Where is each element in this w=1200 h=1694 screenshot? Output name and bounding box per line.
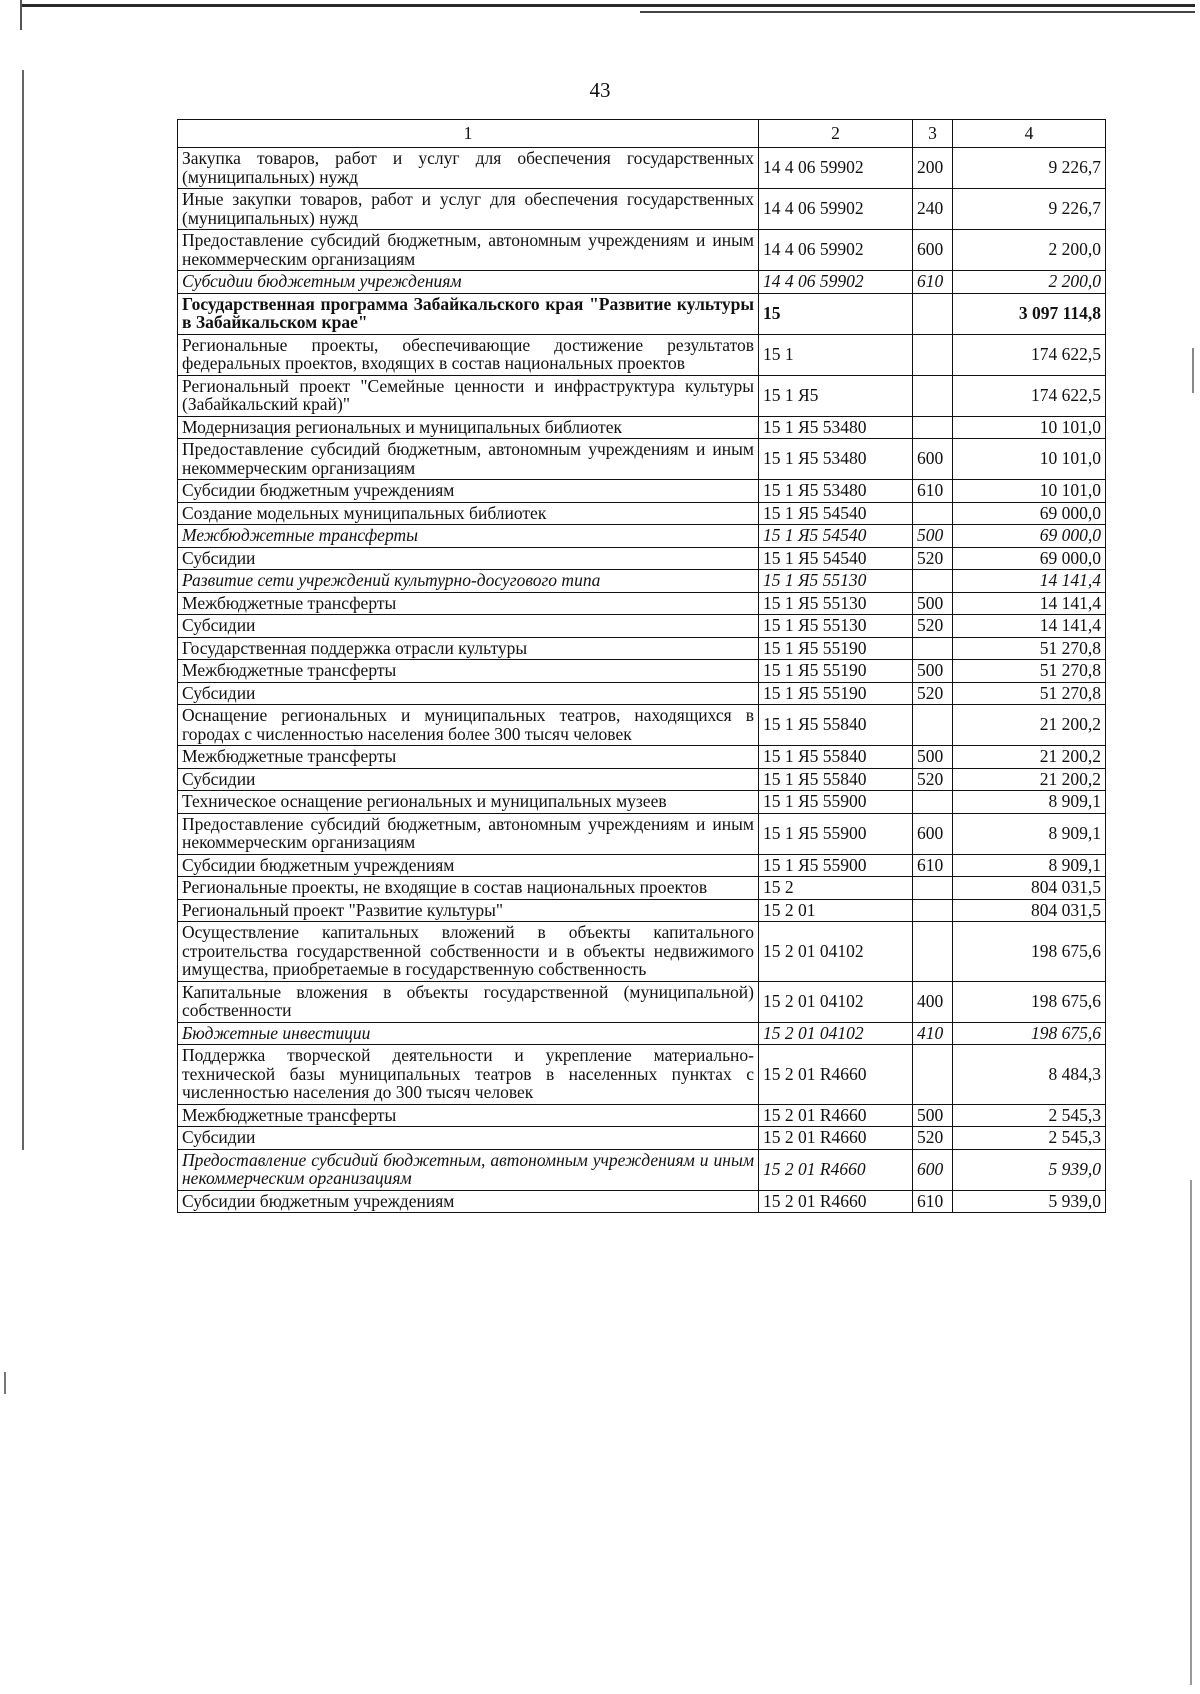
row-name: Субсидии бюджетным учреждениям	[178, 854, 759, 877]
row-code: 15 1 Я5	[759, 375, 913, 416]
table-row	[178, 705, 1106, 746]
row-name: Региональные проекты, обеспечивающие достижение результатов федеральных проектов, входящих в состав национальных проектов	[178, 334, 759, 375]
row-expense-type: 600	[913, 230, 953, 271]
budget-table	[177, 119, 1106, 1213]
column-header-amount: 4	[953, 120, 1106, 148]
row-amount: 69 000,0	[953, 525, 1106, 548]
table-row	[178, 1127, 1106, 1150]
row-name: Капитальные вложения в объекты государственной (муниципальной) собственности	[178, 981, 759, 1022]
row-amount: 10 101,0	[953, 480, 1106, 503]
row-code: 15 1 Я5 53480	[759, 416, 913, 439]
row-expense-type	[913, 293, 953, 334]
row-amount: 2 545,3	[953, 1127, 1106, 1150]
row-amount: 51 270,8	[953, 682, 1106, 705]
row-code: 15 2 01 R4660	[759, 1127, 913, 1150]
row-expense-type	[913, 375, 953, 416]
row-name: Субсидии бюджетным учреждениям	[178, 1190, 759, 1213]
row-name: Межбюджетные трансферты	[178, 660, 759, 683]
table-row	[178, 525, 1106, 548]
row-amount: 10 101,0	[953, 416, 1106, 439]
row-code: 15 1 Я5 55900	[759, 813, 913, 854]
scan-edge-top-inner	[640, 11, 1195, 13]
row-amount: 9 226,7	[953, 189, 1106, 230]
row-expense-type: 500	[913, 660, 953, 683]
table-row	[178, 791, 1106, 814]
row-name: Осуществление капитальных вложений в объекты капитального строительства государственной собственности и в объекты недвижимого имущества, приобретаемые в государственную собственность	[178, 922, 759, 982]
row-expense-type: 610	[913, 271, 953, 294]
row-expense-type	[913, 416, 953, 439]
row-code: 15 1 Я5 55190	[759, 682, 913, 705]
row-name: Региональный проект "Семейные ценности и инфраструктура культуры (Забайкальский край)"	[178, 375, 759, 416]
row-expense-type: 500	[913, 592, 953, 615]
row-name: Межбюджетные трансферты	[178, 746, 759, 769]
row-expense-type: 520	[913, 615, 953, 638]
row-expense-type: 610	[913, 1190, 953, 1213]
column-header-type: 3	[913, 120, 953, 148]
row-amount: 8 909,1	[953, 813, 1106, 854]
row-name: Поддержка творческой деятельности и укрепление материально-технической базы муниципальных театров в населенных пунктах с численностью населения до 300 тысяч человек	[178, 1045, 759, 1105]
row-amount: 198 675,6	[953, 1022, 1106, 1045]
table-row	[178, 813, 1106, 854]
table-row	[178, 899, 1106, 922]
table-row	[178, 502, 1106, 525]
scan-edge-left-inner	[22, 70, 24, 1150]
table-row	[178, 1190, 1106, 1213]
row-amount: 21 200,2	[953, 705, 1106, 746]
table-row	[178, 1104, 1106, 1127]
table-row	[178, 416, 1106, 439]
row-name: Субсидии	[178, 1127, 759, 1150]
row-expense-type: 600	[913, 439, 953, 480]
row-amount: 198 675,6	[953, 981, 1106, 1022]
row-name: Предоставление субсидий бюджетным, автономным учреждениям и иным некоммерческим организациям	[178, 439, 759, 480]
table-row	[178, 547, 1106, 570]
row-expense-type: 500	[913, 746, 953, 769]
table-row	[178, 768, 1106, 791]
table-row	[178, 637, 1106, 660]
row-code: 15 2 01 04102	[759, 922, 913, 982]
row-expense-type: 200	[913, 148, 953, 189]
table-row	[178, 189, 1106, 230]
table-row	[178, 293, 1106, 334]
row-code: 15 1 Я5 55840	[759, 705, 913, 746]
row-amount: 10 101,0	[953, 439, 1106, 480]
row-name: Межбюджетные трансферты	[178, 1104, 759, 1127]
row-name: Иные закупки товаров, работ и услуг для обеспечения государственных (муниципальных) нужд	[178, 189, 759, 230]
row-code: 15 2 01 04102	[759, 981, 913, 1022]
row-amount: 804 031,5	[953, 877, 1106, 900]
row-amount: 174 622,5	[953, 375, 1106, 416]
row-code: 15 1 Я5 53480	[759, 439, 913, 480]
row-expense-type: 610	[913, 480, 953, 503]
page-number: 43	[589, 78, 611, 102]
row-expense-type: 240	[913, 189, 953, 230]
row-amount: 174 622,5	[953, 334, 1106, 375]
row-name: Государственная поддержка отрасли культуры	[178, 637, 759, 660]
table-row	[178, 615, 1106, 638]
row-expense-type: 500	[913, 525, 953, 548]
row-code: 14 4 06 59902	[759, 148, 913, 189]
row-expense-type	[913, 1045, 953, 1105]
table-row	[178, 981, 1106, 1022]
row-code: 15 2 01 R4660	[759, 1190, 913, 1213]
table-row	[178, 746, 1106, 769]
row-name: Межбюджетные трансферты	[178, 592, 759, 615]
row-amount: 21 200,2	[953, 768, 1106, 791]
table-row	[178, 480, 1106, 503]
row-expense-type: 410	[913, 1022, 953, 1045]
row-code: 15 2 01 04102	[759, 1022, 913, 1045]
row-name: Закупка товаров, работ и услуг для обеспечения государственных (муниципальных) нужд	[178, 148, 759, 189]
table-row	[178, 1022, 1106, 1045]
table-row	[178, 1045, 1106, 1105]
row-code: 15 1 Я5 53480	[759, 480, 913, 503]
table-row	[178, 439, 1106, 480]
row-code: 15	[759, 293, 913, 334]
table-row	[178, 922, 1106, 982]
row-name: Создание модельных муниципальных библиотек	[178, 502, 759, 525]
row-name: Субсидии	[178, 682, 759, 705]
row-code: 14 4 06 59902	[759, 189, 913, 230]
row-expense-type	[913, 899, 953, 922]
row-expense-type	[913, 637, 953, 660]
table-row	[178, 592, 1106, 615]
row-code: 15 2	[759, 877, 913, 900]
row-code: 14 4 06 59902	[759, 230, 913, 271]
table-body	[178, 148, 1106, 1213]
row-amount: 3 097 114,8	[953, 293, 1106, 334]
row-expense-type	[913, 705, 953, 746]
row-code: 15 1 Я5 55190	[759, 660, 913, 683]
row-code: 15 1 Я5 54540	[759, 547, 913, 570]
row-name: Субсидии	[178, 615, 759, 638]
table-row	[178, 334, 1106, 375]
row-name: Предоставление субсидий бюджетным, автономным учреждениям и иным некоммерческим организациям	[178, 813, 759, 854]
row-amount: 69 000,0	[953, 547, 1106, 570]
row-name: Предоставление субсидий бюджетным, автономным учреждениям и иным некоммерческим организациям	[178, 230, 759, 271]
row-expense-type: 600	[913, 1149, 953, 1190]
table-row	[178, 682, 1106, 705]
row-amount: 51 270,8	[953, 660, 1106, 683]
table-row	[178, 877, 1106, 900]
table-row	[178, 375, 1106, 416]
row-code: 15 1 Я5 54540	[759, 502, 913, 525]
column-header-name: 1	[178, 120, 759, 148]
row-amount: 8 909,1	[953, 854, 1106, 877]
row-amount: 198 675,6	[953, 922, 1106, 982]
row-code: 15 1	[759, 334, 913, 375]
row-code: 15 1 Я5 55190	[759, 637, 913, 660]
row-name: Техническое оснащение региональных и муниципальных музеев	[178, 791, 759, 814]
table-row	[178, 230, 1106, 271]
row-expense-type	[913, 502, 953, 525]
row-code: 15 2 01 R4660	[759, 1104, 913, 1127]
table-row	[178, 148, 1106, 189]
row-amount: 21 200,2	[953, 746, 1106, 769]
row-amount: 9 226,7	[953, 148, 1106, 189]
row-amount: 8 484,3	[953, 1045, 1106, 1105]
row-name: Субсидии бюджетным учреждениям	[178, 271, 759, 294]
row-code: 15 1 Я5 55840	[759, 768, 913, 791]
row-expense-type	[913, 334, 953, 375]
row-amount: 2 200,0	[953, 271, 1106, 294]
row-amount: 5 939,0	[953, 1149, 1106, 1190]
scan-mark-left	[4, 1372, 6, 1394]
row-amount: 2 545,3	[953, 1104, 1106, 1127]
table-row	[178, 570, 1106, 593]
row-name: Модернизация региональных и муниципальных библиотек	[178, 416, 759, 439]
row-name: Региональные проекты, не входящие в состав национальных проектов	[178, 877, 759, 900]
row-name: Субсидии	[178, 547, 759, 570]
row-expense-type: 520	[913, 1127, 953, 1150]
row-name: Предоставление субсидий бюджетным, автономным учреждениям и иным некоммерческим организациям	[178, 1149, 759, 1190]
row-code: 15 2 01 R4660	[759, 1149, 913, 1190]
row-code: 15 1 Я5 55130	[759, 570, 913, 593]
row-code: 15 1 Я5 55130	[759, 592, 913, 615]
row-expense-type	[913, 877, 953, 900]
row-expense-type: 520	[913, 768, 953, 791]
row-amount: 69 000,0	[953, 502, 1106, 525]
column-header-code: 2	[759, 120, 913, 148]
row-amount: 2 200,0	[953, 230, 1106, 271]
row-name: Бюджетные инвестиции	[178, 1022, 759, 1045]
row-code: 15 1 Я5 55900	[759, 854, 913, 877]
table-row	[178, 1149, 1106, 1190]
row-expense-type	[913, 922, 953, 982]
table-row	[178, 854, 1106, 877]
row-code: 15 2 01 R4660	[759, 1045, 913, 1105]
table-row	[178, 660, 1106, 683]
table-row	[178, 271, 1106, 294]
row-amount: 14 141,4	[953, 570, 1106, 593]
row-code: 14 4 06 59902	[759, 271, 913, 294]
row-amount: 14 141,4	[953, 615, 1106, 638]
row-code: 15 1 Я5 55130	[759, 615, 913, 638]
row-code: 15 1 Я5 55840	[759, 746, 913, 769]
row-expense-type: 610	[913, 854, 953, 877]
scan-edge-left	[20, 0, 22, 30]
row-expense-type: 600	[913, 813, 953, 854]
scan-mark-right	[1192, 348, 1194, 393]
scan-edge-top	[20, 4, 1195, 7]
row-expense-type	[913, 791, 953, 814]
row-expense-type: 520	[913, 682, 953, 705]
row-expense-type	[913, 570, 953, 593]
row-amount: 51 270,8	[953, 637, 1106, 660]
row-name: Межбюджетные трансферты	[178, 525, 759, 548]
row-name: Государственная программа Забайкальского края "Развитие культуры в Забайкальском крае"	[178, 293, 759, 334]
row-expense-type: 400	[913, 981, 953, 1022]
row-name: Развитие сети учреждений культурно-досугового типа	[178, 570, 759, 593]
row-name: Субсидии бюджетным учреждениям	[178, 480, 759, 503]
row-code: 15 1 Я5 55900	[759, 791, 913, 814]
row-amount: 804 031,5	[953, 899, 1106, 922]
scan-edge-right	[1190, 1180, 1192, 1685]
table-header-row	[178, 120, 1106, 148]
row-name: Субсидии	[178, 768, 759, 791]
row-name: Региональный проект "Развитие культуры"	[178, 899, 759, 922]
row-code: 15 1 Я5 54540	[759, 525, 913, 548]
row-amount: 5 939,0	[953, 1190, 1106, 1213]
row-amount: 8 909,1	[953, 791, 1106, 814]
row-name: Оснащение региональных и муниципальных театров, находящихся в городах с численностью населения более 300 тысяч человек	[178, 705, 759, 746]
row-expense-type: 520	[913, 547, 953, 570]
row-amount: 14 141,4	[953, 592, 1106, 615]
row-expense-type: 500	[913, 1104, 953, 1127]
row-code: 15 2 01	[759, 899, 913, 922]
